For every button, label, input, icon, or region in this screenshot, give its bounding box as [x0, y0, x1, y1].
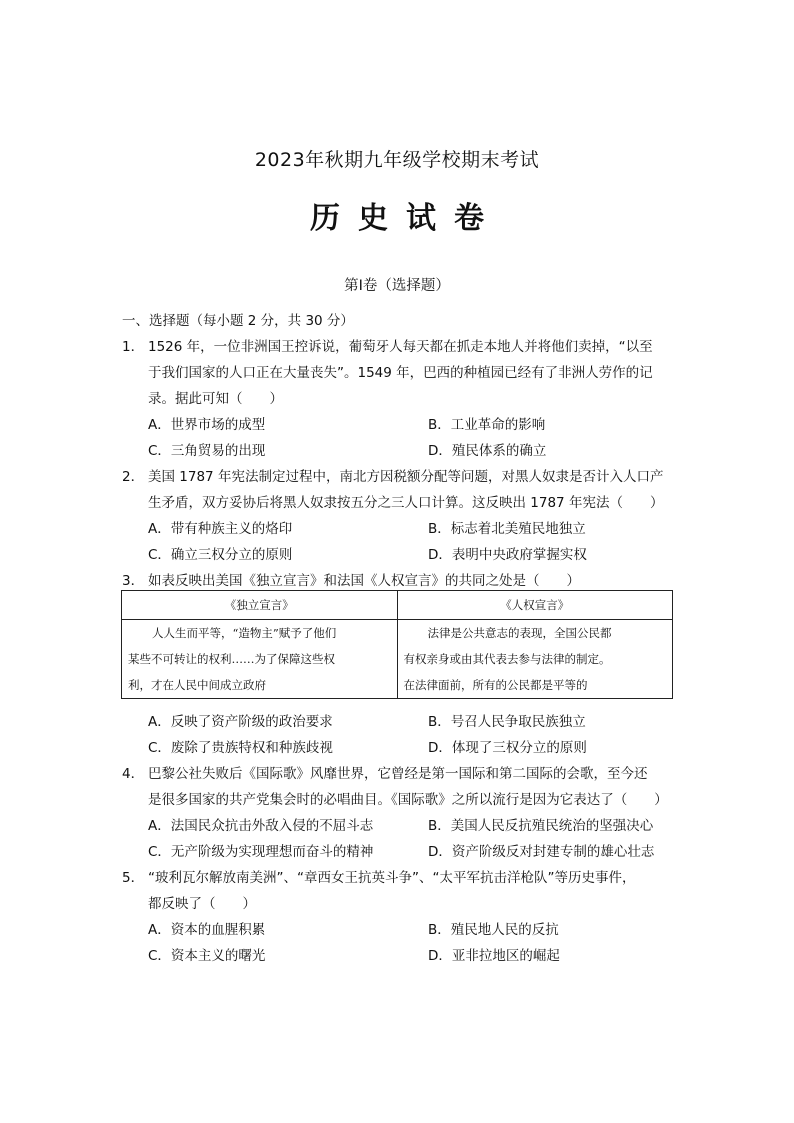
option-c: C．确立三权分立的原则 [148, 547, 293, 563]
comparison-table [121, 590, 673, 699]
option-c: C．资本主义的曙光 [148, 948, 266, 964]
option-c: C．废除了贵族特权和种族歧视 [148, 740, 333, 756]
question-text-line: 都反映了（ ） [148, 896, 256, 912]
question-text-line: 如表反映出美国《独立宣言》和法国《人权宣言》的共同之处是（ ） [148, 573, 580, 589]
option-d: D．殖民体系的确立 [428, 443, 547, 459]
question-number: 5． [122, 870, 145, 886]
cell-text-line: 某些不可转让的权利……为了保障这些权 [128, 652, 335, 666]
question-number: 1． [122, 339, 145, 355]
option-b: B．殖民地人民的反抗 [428, 922, 559, 938]
cell-text-line: 人人生而平等，“造物主”赋予了他们 [152, 626, 337, 640]
option-d: D．亚非拉地区的崛起 [428, 948, 560, 964]
question-number: 4． [122, 766, 145, 782]
option-d: D．资产阶级反对封建专制的雄心壮志 [428, 844, 655, 860]
question-number: 3． [122, 573, 145, 589]
option-a: A．反映了资产阶级的政治要求 [148, 714, 333, 730]
part-heading: 第Ⅰ卷（选择题） [344, 278, 450, 294]
option-a: A．世界市场的成型 [148, 417, 266, 433]
question-text-line: “玻利瓦尔解放南美洲”、“章西女王抗英斗争”、“太平军抗击洋枪队”等历史事件， [148, 870, 636, 886]
question-text-line: 于我们国家的人口正在大量丧失”。1549 年，巴西的种植园已经有了非洲人劳作的记 [148, 365, 653, 381]
option-a: A．带有种族主义的烙印 [148, 521, 293, 537]
option-d: D．表明中央政府掌握实权 [428, 547, 587, 563]
table-header-rights: 《人权宣言》 [397, 591, 673, 620]
exam-title: 历史试卷 [310, 201, 502, 236]
question-text-line: 美国 1787 年宪法制定过程中，南北方因税额分配等问题，对黑人奴隶是否计入人口产 [148, 469, 664, 485]
exam-subtitle: 2023年秋期九年级学校期末考试 [254, 149, 540, 171]
question-text-line: 巴黎公社失败后《国际歌》风靡世界，它曾经是第一国际和第二国际的会歌，至今还 [148, 766, 648, 782]
table-header-independence: 《独立宣言》 [122, 591, 398, 620]
option-c: C．无产阶级为实现理想而奋斗的精神 [148, 844, 374, 860]
option-b: B．工业革命的影响 [428, 417, 546, 433]
cell-text-line: 利，才在人民中间成立政府 [128, 678, 266, 692]
question-text-line: 生矛盾，双方妥协后将黑人奴隶按五分之三人口计算。这反映出 1787 年宪法（ ） [148, 495, 664, 511]
cell-text-line: 有权亲身或由其代表去参与法律的制定。 [403, 652, 611, 666]
option-a: A．资本的血腥积累 [148, 922, 266, 938]
option-b: B．号召人民争取民族独立 [428, 714, 586, 730]
option-a: A．法国民众抗击外敌入侵的不屈斗志 [148, 818, 374, 834]
option-b: B．标志着北美殖民地独立 [428, 521, 586, 537]
question-number: 2． [122, 469, 145, 485]
question-text-line: 录。据此可知（ ） [148, 391, 283, 407]
question-text-line: 是很多国家的共产党集会时的必唱曲目。《国际歌》之所以流行是因为它表达了（ ） [148, 792, 668, 808]
section-heading: 一、选择题（每小题 2 分，共 30 分） [122, 313, 354, 329]
question-text-line: 1526 年，一位非洲国王控诉说，葡萄牙人每天都在抓走本地人并将他们卖掉，“以至 [148, 339, 653, 355]
option-d: D．体现了三权分立的原则 [428, 740, 587, 756]
table-cell-independence [122, 620, 398, 699]
option-c: C．三角贸易的出现 [148, 443, 266, 459]
cell-text-line: 法律是公共意志的表现，全国公民都 [427, 626, 612, 640]
cell-text-line: 在法律面前，所有的公民都是平等的 [403, 678, 588, 692]
option-b: B．美国人民反抗殖民统治的坚强决心 [428, 818, 654, 834]
table-cell-rights [397, 620, 673, 699]
